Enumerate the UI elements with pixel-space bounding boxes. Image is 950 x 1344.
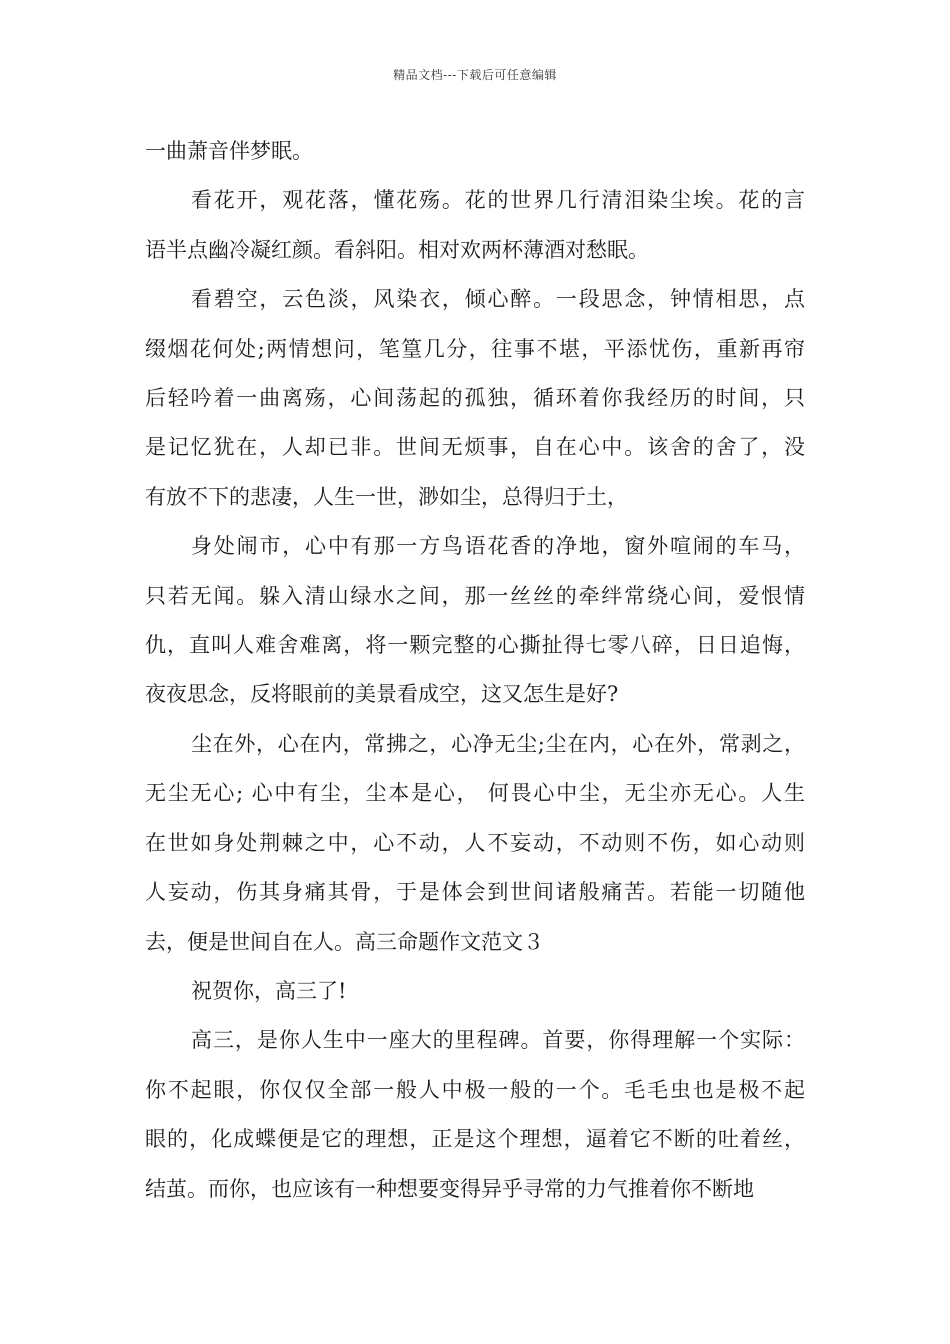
paragraph xyxy=(145,127,805,176)
paragraph-line: 一曲萧音伴梦眠。 xyxy=(145,139,313,163)
paragraph xyxy=(145,176,805,275)
document-body xyxy=(145,127,805,1214)
paragraph-line: 尘在外，心在内，常拂之，心净无尘;尘在内，心在外，常剥之， xyxy=(191,731,805,756)
paragraph xyxy=(145,967,805,1016)
paragraph xyxy=(145,522,805,720)
paragraph-line: 语半点幽冷凝红颜。看斜阳。相对欢两杯薄酒对愁眠。 xyxy=(145,237,649,262)
paragraph-line: 后轻吟着一曲离殇，心间荡起的孤独，循环着你我经历的时间，只 xyxy=(145,386,805,411)
paragraph xyxy=(145,275,805,522)
paragraph-line: 结茧。而你，也应该有一种想要变得异乎寻常的力气推着你不断地 xyxy=(145,1176,754,1201)
paragraph-line: 是记忆犹在，人却已非。世间无烦事，自在心中。该舍的舍了，没 xyxy=(145,435,805,460)
paragraph xyxy=(145,1016,805,1214)
page-header: 精品文档---下载后可任意编辑 xyxy=(393,68,557,82)
paragraph-line: 去，便是世间自在人。高三命题作文范文３ xyxy=(145,929,544,954)
paragraph-line: 缀烟花何处;两情想问，笔篁几分，往事不堪，平添忧伤，重新再帘 xyxy=(145,336,805,361)
paragraph xyxy=(145,720,805,967)
paragraph-line: 无尘无心; 心中有尘，尘本是心， 何畏心中尘，无尘亦无心。人生 xyxy=(145,781,805,806)
paragraph-line: 有放不下的悲凄，人生一世，渺如尘，总得归于土， xyxy=(145,484,628,509)
paragraph-line: 你不起眼，你仅仅全部一般人中极一般的一个。毛毛虫也是极不起 xyxy=(145,1077,805,1102)
paragraph-line: 夜夜思念，反将眼前的美景看成空，这又怎生是好? xyxy=(145,682,619,707)
paragraph-line: 在世如身处荆棘之中，心不动，人不妄动，不动则不伤，如心动则 xyxy=(145,830,805,855)
paragraph-line: 高三，是你人生中一座大的里程碑。首要，你得理解一个实际： xyxy=(191,1028,805,1053)
paragraph-line: 看花开，观花落，懂花殇。花的世界几行清泪染尘埃。花的言 xyxy=(191,188,805,213)
paragraph-line: 身处闹市，心中有那一方鸟语花香的净地，窗外喧闹的车马， xyxy=(191,534,805,559)
paragraph-line: 仇，直叫人难舍难离，将一颗完整的心撕扯得七零八碎，日日追悔， xyxy=(145,633,805,658)
paragraph-line: 祝贺你，高三了! xyxy=(191,978,347,1003)
paragraph-line: 人妄动，伤其身痛其骨，于是体会到世间诸般痛苦。若能一切随他 xyxy=(145,880,805,905)
paragraph-line: 看碧空，云色淡，风染衣，倾心醉。一段思念，钟情相思，点 xyxy=(191,287,805,312)
paragraph-line: 眼的，化成蝶便是它的理想，正是这个理想，逼着它不断的吐着丝， xyxy=(145,1127,805,1152)
paragraph-line: 只若无闻。躲入清山绿水之间，那一丝丝的牵绊常绕心间，爱恨情 xyxy=(145,583,805,608)
